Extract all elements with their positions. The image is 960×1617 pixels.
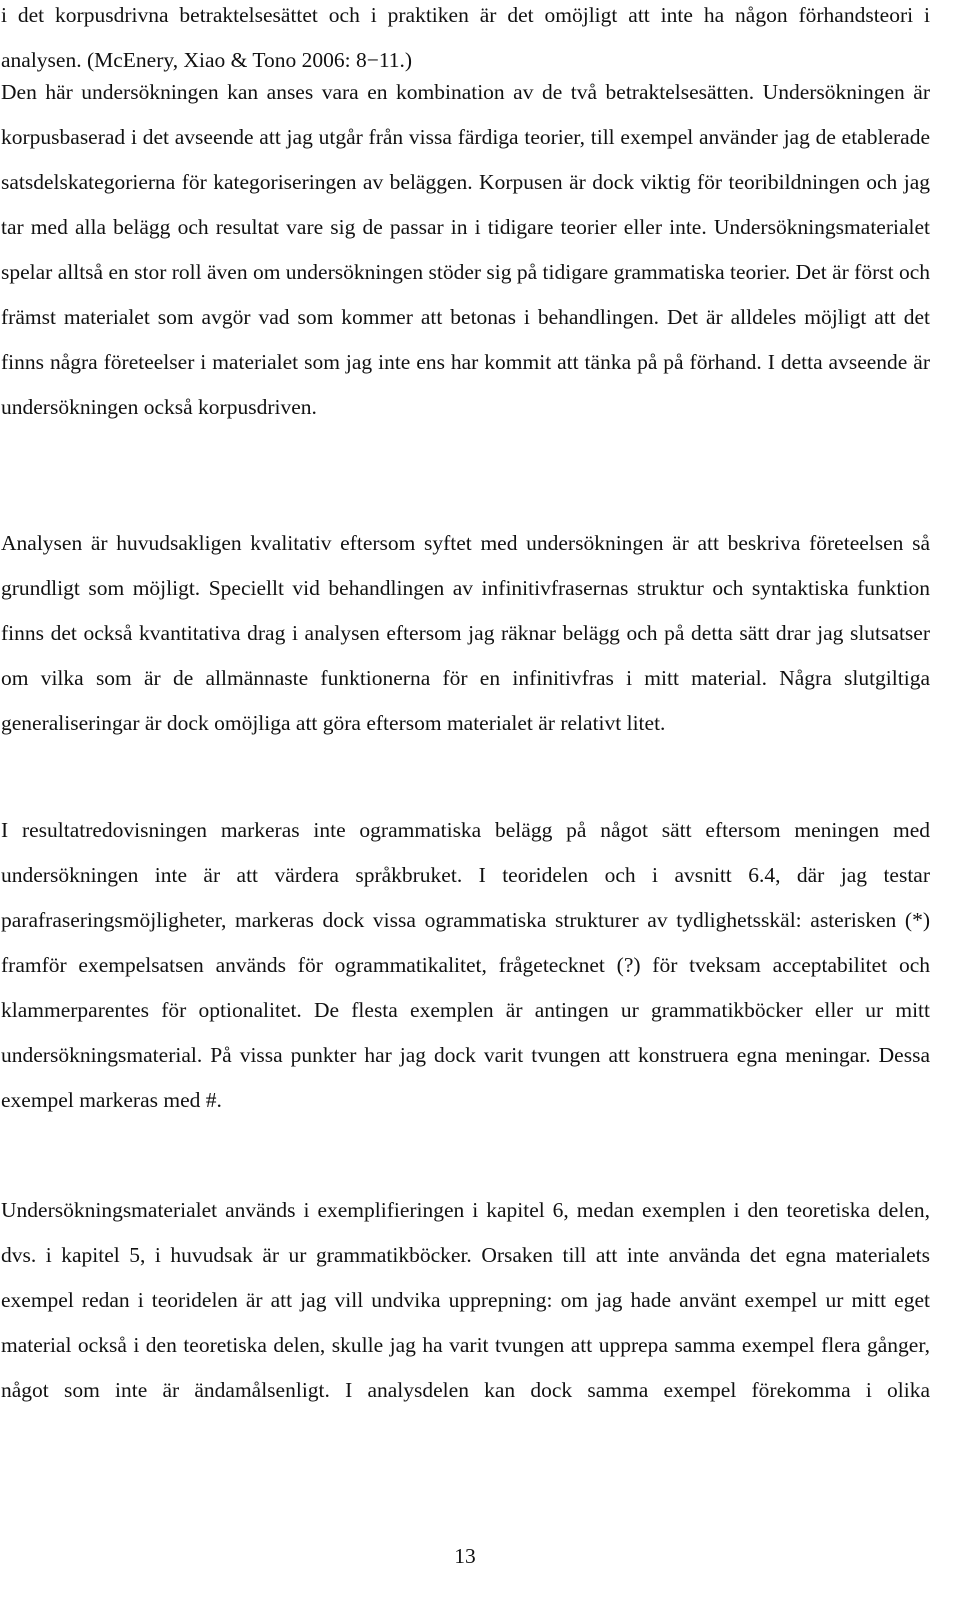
paragraph-method: Den här undersökningen kan anses vara en kombination av de två betraktelsesätten. Undersökningen är korpusbaserad i det avseende att jag utgår från vissa färdiga teorier, till exempel använder jag de etablerade satsdelskategorierna för kategoriseringen av beläggen. Korpusen är dock viktig för teoribildningen och jag tar med alla belägg och resultat vare sig de passar in i tidigare teorier eller inte. Undersökningsmaterialet spelar alltså en stor roll även om undersökningen stöder sig på tidigare grammatiska teorier. Det är först och främst materialet som avgör vad som kommer att betonas i behandlingen. Det är alldeles möjligt att det finns några företeelser i materialet som jag inte ens har kommit att tänka på på förhand. I detta avseende är undersökningen också korpusdriven. xyxy=(1,80,931,419)
paragraph-results: I resultatredovisningen markeras inte ogrammatiska belägg på något sätt eftersom meningen med undersökningen inte är att värdera språkbruket. I teoridelen och i avsnitt 6.4, där jag testar parafraseringsmöjligheter, markeras dock vissa ogrammatiska strukturer av tydlighetsskäl: asterisken (*) framför exempelsatsen används för ogrammatikalitet, frågetecknet (?) för tveksam acceptabilitet och klammerparentes för optionalitet. De flesta exemplen är antingen ur grammatikböcker eller ur mitt undersökningsmaterial. På vissa punkter har jag dock varit tvungen att konstruera egna meningar. Dessa exempel markeras med #. xyxy=(1,818,930,1112)
page-number: 13 xyxy=(454,1544,476,1568)
paragraph-material: Undersökningsmaterialet används i exemplifieringen i kapitel 6, medan exemplen i den teoretiska delen, dvs. i kapitel 5, i huvudsak är ur grammatikböcker. Orsaken till att inte använda det egna materialets exempel redan i teoridelen är att jag vill undvika upprepning: om jag hade använt exempel ur mitt eget material också i den teoretiska delen, skulle jag ha varit tvungen att upprepa samma exempel flera gånger, något som inte är ändamålsenligt. I analysdelen kan dock samma exempel förekomma i olika xyxy=(1,1198,930,1402)
paragraph-continued: i det korpusdrivna betraktelsesättet och i praktiken är det omöjligt att inte ha någon förhandsteori i analysen. (McEnery, Xiao & Tono 2006: 8−11.) xyxy=(1,3,930,72)
paragraph-analysis: Analysen är huvudsakligen kvalitativ eftersom syftet med undersökningen är att beskriva företeelsen så grundligt som möjligt. Speciellt vid behandlingen av infinitivfrasernas struktur och syntaktiska funktion finns det också kvantitativa drag i analysen eftersom jag räknar belägg och på detta sätt drar jag slutsatser om vilka som är de allmännaste funktionerna för en infinitivfras i mitt material. Några slutgiltiga generaliseringar är dock omöjliga att göra eftersom materialet är relativt litet. xyxy=(1,531,930,735)
